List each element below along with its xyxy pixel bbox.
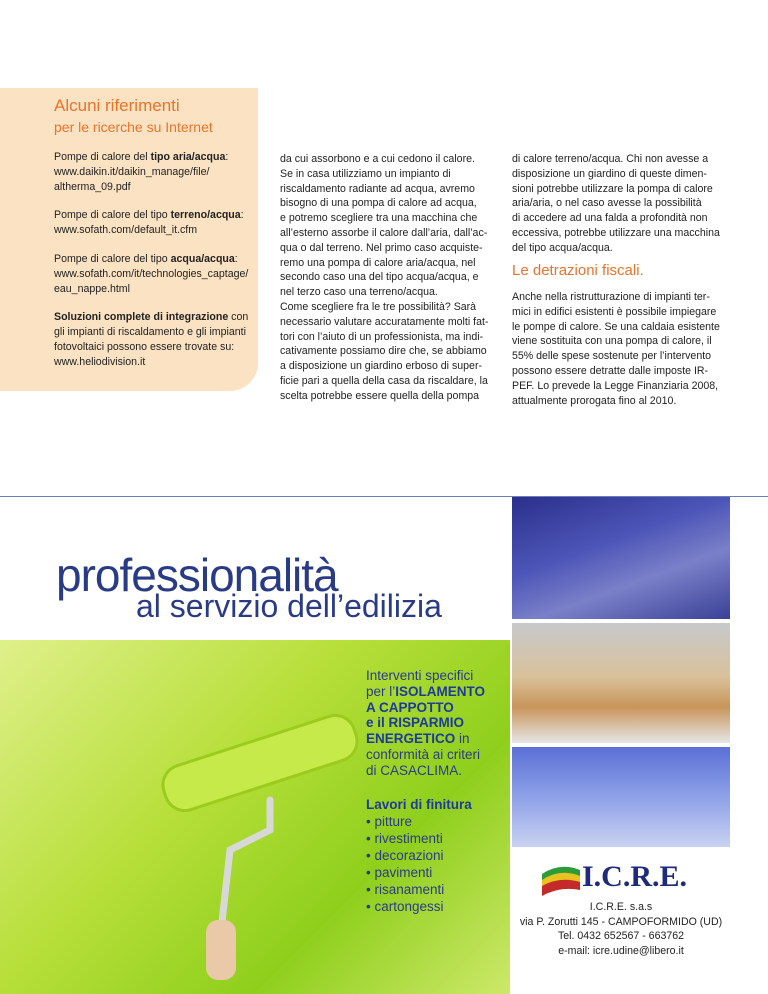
services-heading: Lavori di finitura — [366, 797, 472, 812]
reference-bold: acqua/acqua — [170, 252, 235, 265]
company-phone: Tel. 0432 652567 - 663762 — [557, 930, 685, 942]
article-line: 55% delle spese sostenute per l’intervento — [512, 350, 712, 363]
ad-keyword: RISPARMIO — [388, 715, 465, 731]
reference-item — [54, 252, 250, 296]
company-address: via P. Zorutti 145 - CAMPOFORMIDO (UD) — [519, 915, 723, 928]
ad-keyword: ENERGETICO — [366, 731, 456, 747]
article-column-2 — [512, 152, 744, 256]
references-title: Alcuni riferimenti — [54, 96, 180, 115]
reference-text: con gli impianti di riscaldamento e gli impianti fotovoltaici possono essere trovate su: — [54, 311, 249, 353]
ad-text-line — [366, 731, 516, 747]
article-line: bisogno di una pompa di calore ad acqua, — [280, 197, 477, 210]
ad-text-line — [366, 700, 516, 716]
wall-photo — [512, 747, 730, 847]
ad-title: professionalità — [56, 549, 338, 601]
reference-item — [54, 208, 250, 238]
reference-bold: terreno/acqua — [170, 209, 241, 222]
ad-keyword: A CAPPOTTO — [366, 699, 454, 715]
article-line: aria/aria, o nel caso avesse la possibilità — [512, 197, 702, 210]
ad-text: in — [455, 731, 470, 747]
article-line: viene sostituita con una pompa di calore, il — [512, 335, 712, 348]
service-item: • pavimenti — [366, 865, 433, 880]
references-list — [54, 150, 250, 384]
article-line: da cui assorbono e a cui cedono il calore. — [280, 153, 475, 165]
ad-keyword: e il — [366, 715, 389, 731]
ad-text-line: conformità ai criteri — [366, 746, 481, 762]
reference-text: Pompe di calore del — [54, 151, 151, 163]
ad-description — [366, 668, 516, 779]
reference-colon: : — [240, 209, 244, 222]
article-line: e potremo scegliere tra una macchina che — [280, 212, 478, 225]
service-item: • pitture — [366, 814, 412, 829]
article-column-3 — [512, 290, 744, 408]
reference-colon: : — [234, 252, 238, 265]
reference-link-cont[interactable]: altherma_09.pdf — [54, 180, 131, 193]
reference-text: Pompe di calore del tipo — [54, 252, 171, 265]
service-item: • risanamenti — [366, 882, 445, 897]
contact-info — [512, 900, 730, 958]
article-line: possono essere detratte dalle imposte IR- — [512, 364, 709, 377]
service-item: • rivestimenti — [366, 831, 443, 846]
company-name: I.C.R.E. s.a.s — [589, 901, 653, 913]
ad-text-line — [366, 684, 516, 700]
ad-subtitle: al servizio dell’edilizia — [136, 588, 442, 624]
article-line: remo una pompa di calore aria/acqua, nel — [280, 256, 476, 269]
reference-link[interactable]: www.daikin.it/daikin_manage/file/ — [54, 165, 210, 178]
article-line: disposizione un giardino di queste dimen- — [512, 167, 707, 180]
ad-text: per l’ — [366, 683, 396, 699]
article-line: di calore terreno/acqua. Chi non avesse a — [512, 153, 709, 165]
article-line: tori con l’aiuto di un professionista, ma indi- — [280, 330, 484, 343]
company-email[interactable]: e-mail: icre.udine@libero.it — [558, 944, 684, 957]
article-line: riscaldamento radiante ad acqua, avremo — [280, 182, 475, 195]
section-heading: Le detrazioni fiscali. — [512, 262, 644, 279]
reference-link-cont[interactable]: eau_nappe.html — [54, 282, 130, 295]
article-line: cativamente possiamo dire che, se abbiamo — [280, 345, 487, 358]
service-item: • cartongessi — [366, 899, 444, 914]
services-list — [366, 796, 516, 915]
ad-text-line — [366, 715, 516, 731]
article-line: di accedere ad una falda a profondità non — [512, 212, 708, 225]
article-line: del tipo acqua/acqua. — [512, 241, 613, 254]
references-subtitle: per le ricerche su Internet — [54, 119, 213, 135]
article-line: Come scegliere fra le tre possibilità? Sarà — [280, 300, 477, 313]
article-line: ficie pari a quella della casa da riscaldare, la — [280, 374, 488, 387]
reference-link[interactable]: www.sofath.com/it/technologies_captage/ — [54, 267, 249, 280]
ad-text-line: di CASACLIMA. — [366, 762, 463, 778]
article-line: necessario valutare accuratamente molti fat- — [280, 315, 489, 328]
ad-keyword: ISOLAMENTO — [395, 683, 486, 699]
article-line: Se in casa utilizziamo un impianto di — [280, 167, 451, 180]
icre-logo — [540, 852, 690, 896]
article-column-1 — [280, 152, 502, 404]
worker-photo — [512, 497, 730, 619]
article-line: attualmente prorogata fino al 2010. — [512, 394, 677, 407]
service-item: • decorazioni — [366, 848, 444, 863]
reference-bold: tipo aria/acqua — [150, 151, 226, 163]
article-line: nel terzo caso una terreno/acqua. — [280, 286, 438, 299]
reference-link[interactable]: www.heliodivision.it — [54, 355, 146, 368]
article-line: PEF. Lo prevede la Legge Finanziaria 2008, — [512, 379, 719, 392]
reference-link[interactable]: www.sofath.com/default_it.cfm — [54, 224, 198, 237]
article-line: a disposizione un giardino erboso di super- — [280, 360, 482, 373]
article-line: scelta potrebbe essere quella della pompa — [280, 389, 480, 402]
article-line: le pompe di calore. Se una caldaia esistente — [512, 320, 720, 333]
article-line: Anche nella ristrutturazione di impianti ter- — [512, 291, 710, 303]
article-line: qua o dal terreno. Nel primo caso acquiste- — [280, 241, 483, 254]
article-line: mici in edifici esistenti è possibile impiegare — [512, 305, 717, 318]
reference-colon: : — [225, 151, 229, 163]
article-line: secondo caso una del tipo acqua/acqua, e — [280, 271, 479, 284]
logo-text: I.C.R.E. — [582, 860, 688, 893]
article-line: eccessiva, potrebbe utilizzare una macchina — [512, 226, 720, 239]
interior-photo — [512, 623, 730, 743]
ad-text-line: Interventi specifici — [366, 668, 474, 683]
article-line: all’esterno assorbe il calore dall’aria, dall’ac- — [280, 226, 488, 239]
reference-bold: Soluzioni complete di integrazione — [54, 311, 229, 324]
reference-item — [54, 150, 250, 194]
reference-text: Pompe di calore del tipo — [54, 209, 171, 222]
article-line: sioni potrebbe utilizzare la pompa di calore — [512, 182, 713, 195]
reference-item — [54, 310, 250, 369]
